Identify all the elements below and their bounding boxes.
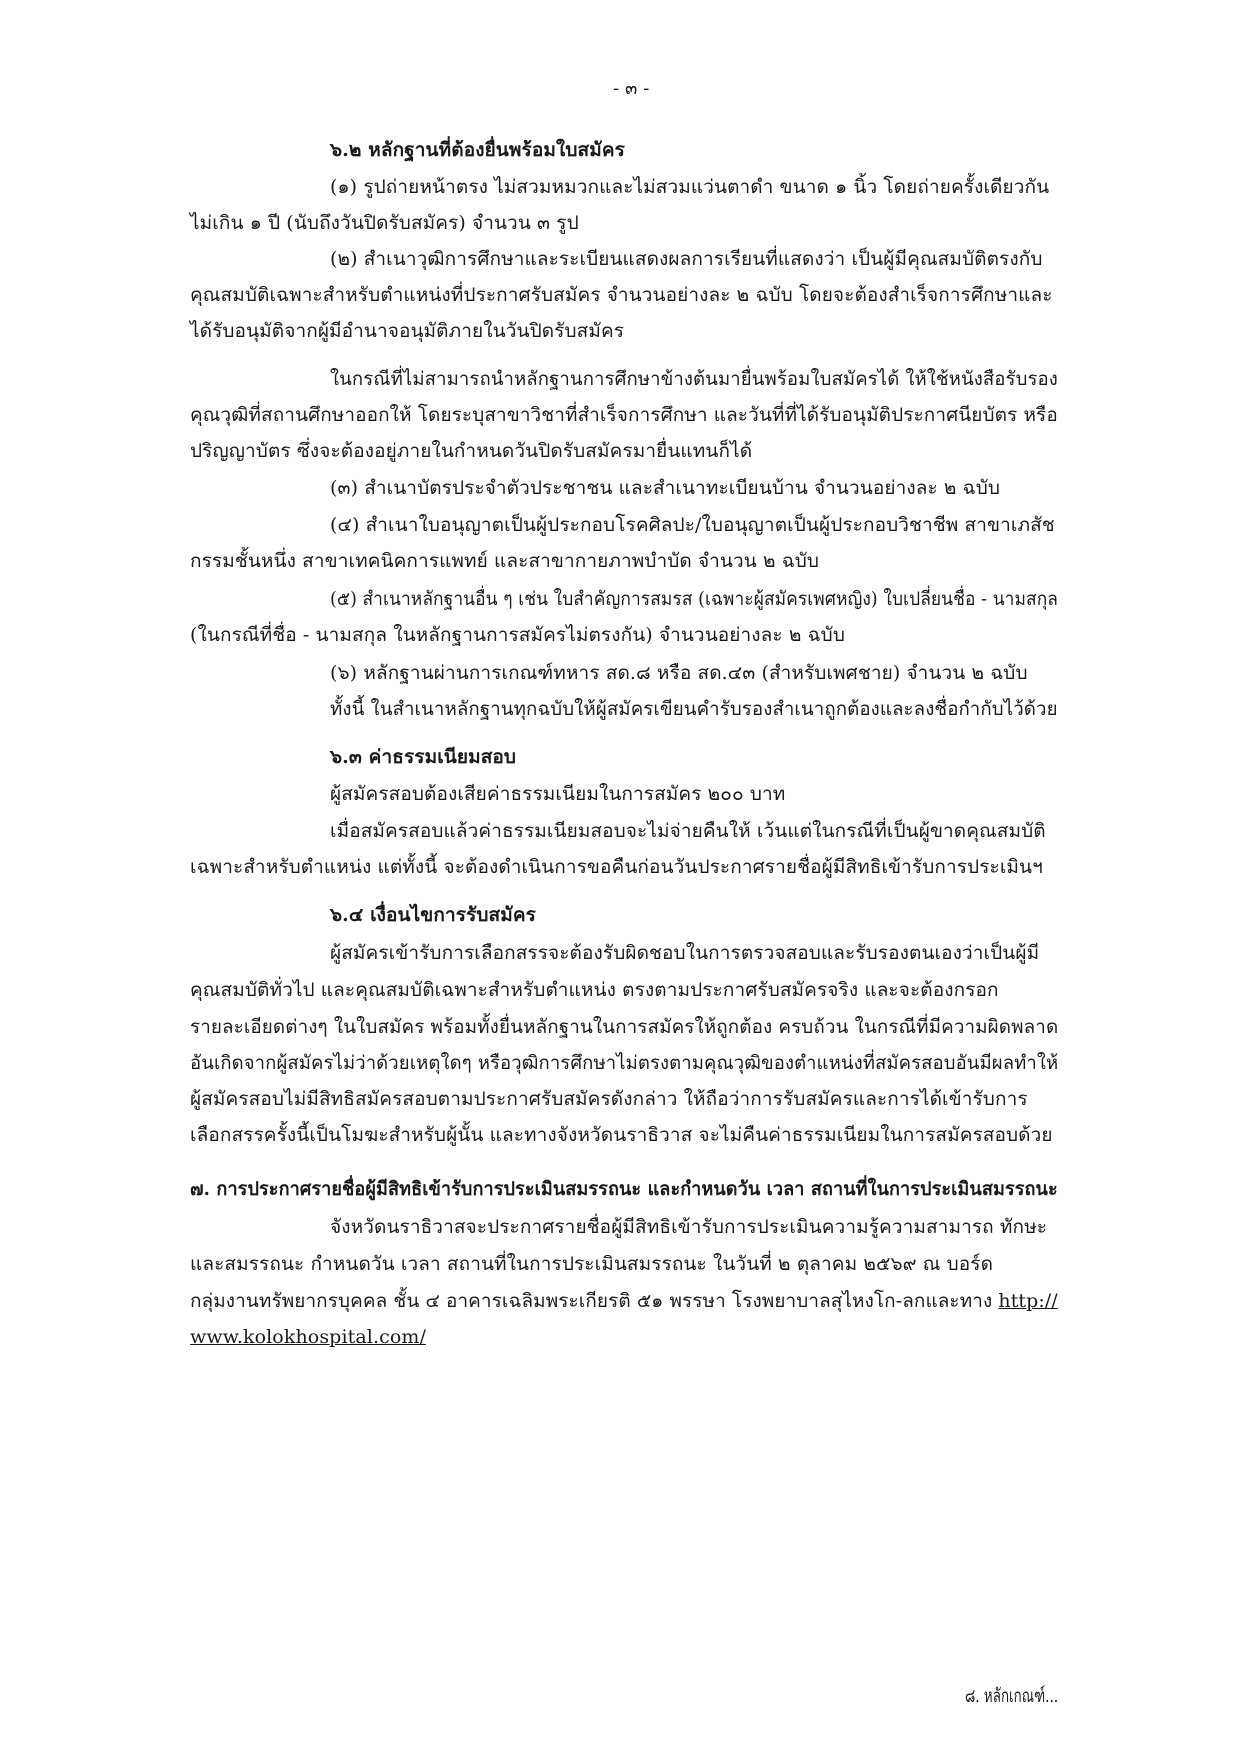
s62-item3: (๓) สำเนาบัตรประจำตัวประชาชน และสำเนาทะเบียนบ้าน จำนวนอย่างละ ๒ ฉบับ: [330, 477, 1001, 499]
page-number: - ๓ -: [613, 78, 650, 99]
s62-item4-line1: (๔) สำเนาใบอนุญาตเป็นผู้ประกอบโรคศิลปะ/ใบอนุญาตเป็นผู้ประกอบวิชาชีพ สาขาเภสัช: [330, 514, 1055, 536]
s63-line1: ผู้สมัครสอบต้องเสียค่าธรรมเนียมในการสมัคร ๒๐๐ บาท: [330, 783, 786, 805]
s62-item5-line2: (ในกรณีที่ชื่อ - นามสกุล ในหลักฐานการสมัครไม่ตรงกัน) จำนวนอย่างละ ๒ ฉบับ: [190, 624, 845, 646]
s63-line3: เฉพาะสำหรับตำแหน่ง แต่ทั้งนี้ จะต้องดำเนินการขอคืนก่อนวันประกาศรายชื่อผู้มีสิทธิเข้ารับการประเมินฯ: [190, 856, 1043, 878]
s7-line3: [190, 1292, 1058, 1311]
s62-item4-line2: กรรมชั้นหนึ่ง สาขาเทคนิคการแพทย์ และสาขากายภาพบำบัด จำนวน ๒ ฉบับ: [190, 550, 820, 572]
next-page-reference: ๘. หลักเกณฑ์...: [965, 1685, 1059, 1707]
s62-item2-line1: (๒) สำเนาวุฒิการศึกษาและระเบียนแสดงผลการเรียนที่แสดงว่า เป็นผู้มีคุณสมบัติตรงกับ: [330, 248, 1043, 270]
s62-para-line1: ในกรณีที่ไม่สามารถนำหลักฐานการศึกษาข้างต้นมายื่นพร้อมใบสมัครได้ ให้ใช้หนังสือรับรอง: [330, 368, 1058, 390]
s64-line2: คุณสมบัติทั่วไป และคุณสมบัติเฉพาะสำหรับตำแหน่ง ตรงตามประกาศรับสมัครจริง และจะต้องกรอก: [190, 979, 999, 1001]
s63-line2: เมื่อสมัครสอบแล้วค่าธรรมเนียมสอบจะไม่จ่ายคืนให้ เว้นแต่ในกรณีที่เป็นผู้ขาดคุณสมบัติ: [330, 820, 1046, 842]
s62-para-line3: ปริญญาบัตร ซึ่งจะต้องอยู่ภายในกำหนดวันปิดรับสมัครมายื่นแทนก็ได้: [190, 440, 753, 462]
s62-item5-line1: (๕) สำเนาหลักฐานอื่น ๆ เช่น ใบสำคัญการสมรส (เฉพาะผู้สมัครเพศหญิง) ใบเปลี่ยนชื่อ - นามสกุล: [330, 588, 1059, 610]
s62-item1-line2: ไม่เกิน ๑ ปี (นับถึงวันปิดรับสมัคร) จำนวน ๓ รูป: [190, 212, 579, 234]
s62-item2-line3: ได้รับอนุมัติจากผู้มีอำนาจอนุมัติภายในวันปิดรับสมัคร: [190, 320, 625, 342]
s64-line3: รายละเอียดต่างๆ ในใบสมัคร พร้อมทั้งยื่นหลักฐานในการสมัครให้ถูกต้อง ครบถ้วน ในกรณีที่มีความผิดพลาด: [190, 1016, 1059, 1038]
s62-para-line2: คุณวุฒิที่สถานศึกษาออกให้ โดยระบุสาขาวิชาที่สำเร็จการศึกษา และวันที่ที่ได้รับอนุมัติประกาศนียบัตร หรือ: [190, 404, 1058, 426]
section-7-heading: ๗. การประกาศรายชื่อผู้มีสิทธิเข้ารับการประเมินสมรรถนะ และกำหนดวัน เวลา สถานที่ในการประเมินสมรรถนะ: [190, 1178, 1058, 1200]
s64-line4: อันเกิดจากผู้สมัครไม่ว่าด้วยเหตุใดๆ หรือวุฒิการศึกษาไม่ตรงตามคุณวุฒิของตำแหน่งที่สมัครสอบอันมีผลทำให้: [190, 1052, 1059, 1074]
section-6-3-heading: ๖.๓ ค่าธรรมเนียมสอบ: [330, 746, 517, 768]
section-6-4-heading: ๖.๔ เงื่อนไขการรับสมัคร: [330, 904, 536, 926]
s64-line5: ผู้สมัครสอบไม่มีสิทธิสมัครสอบตามประกาศรับสมัครดังกล่าว ให้ถือว่าการรับสมัครและการได้เข้ารับการ: [190, 1088, 1028, 1110]
s7-line1: จังหวัดนราธิวาสจะประกาศรายชื่อผู้มีสิทธิเข้ารับการประเมินความรู้ความสามารถ ทักษะ: [330, 1216, 1048, 1238]
s62-item2-line2: คุณสมบัติเฉพาะสำหรับตำแหน่งที่ประกาศรับสมัคร จำนวนอย่างละ ๒ ฉบับ โดยจะต้องสำเร็จการศึกษาและ: [190, 284, 1053, 306]
s64-line1: ผู้สมัครเข้ารับการเลือกสรรจะต้องรับผิดชอบในการตรวจสอบและรับรองตนเองว่าเป็นผู้มี: [330, 942, 1040, 964]
s62-item1-line1: (๑) รูปถ่ายหน้าตรง ไม่สวมหมวกและไม่สวมแว่นตาดำ ขนาด ๑ นิ้ว โดยถ่ายครั้งเดียวกัน: [330, 176, 1050, 198]
section-6-2-heading: ๖.๒ หลักฐานที่ต้องยื่นพร้อมใบสมัคร: [330, 139, 625, 161]
s62-item6: (๖) หลักฐานผ่านการเกณฑ์ทหาร สด.๘ หรือ สด.๔๓ (สำหรับเพศชาย) จำนวน ๒ ฉบับ: [330, 662, 1028, 684]
s7-line2: และสมรรถนะ กำหนดวัน เวลา สถานที่ในการประเมินสมรรถนะ ในวันที่ ๒ ตุลาคม ๒๕๖๙ ณ บอร์ด: [190, 1253, 994, 1275]
website-link-part2[interactable]: www.kolokhospital.com/: [190, 1326, 426, 1348]
s62-note: ทั้งนี้ ในสำเนาหลักฐานทุกฉบับให้ผู้สมัครเขียนคำรับรองสำเนาถูกต้องและลงชื่อกำกับไว้ด้วย: [330, 698, 1058, 720]
s7-line3-text: กลุ่มงานทรัพยากรบุคคล ชั้น ๔ อาคารเฉลิมพระเกียรติ ๕๑ พรรษา โรงพยาบาลสุไหงโก-ลกและทาง: [190, 1290, 999, 1312]
website-link-part1[interactable]: http://: [998, 1290, 1058, 1312]
s64-line6: เลือกสรรครั้งนี้เป็นโมฆะสำหรับผู้นั้น และทางจังหวัดนราธิวาส จะไม่คืนค่าธรรมเนียมในการสมัครสอบด้วย: [190, 1124, 1053, 1146]
